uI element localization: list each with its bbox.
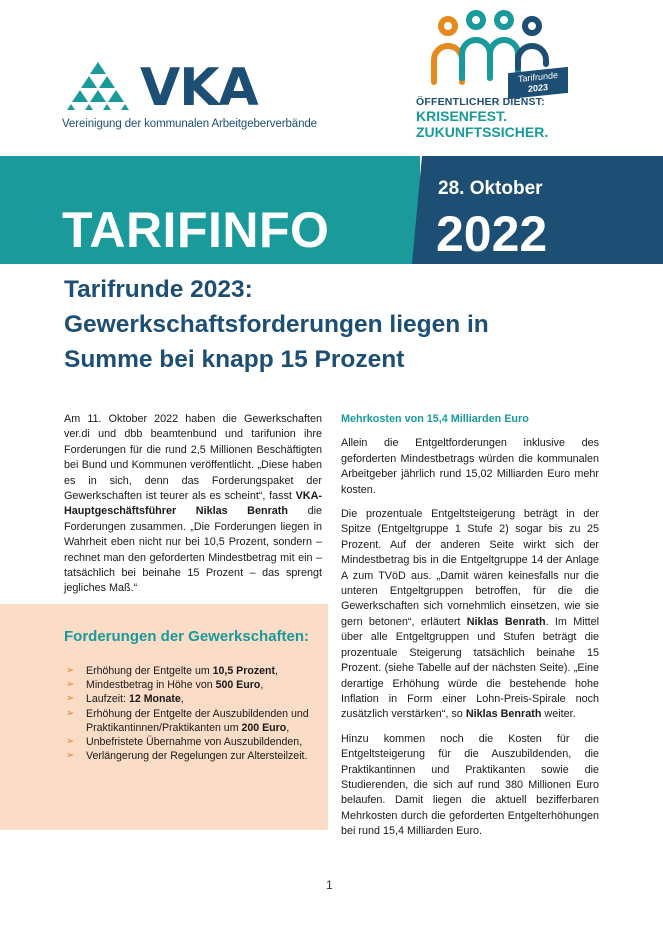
vka-subline: Vereinigung der kommunalen Arbeitgeberverbände xyxy=(62,118,317,130)
page-number: 1 xyxy=(326,878,333,892)
quote-author-name: Niklas Benrath xyxy=(466,615,546,628)
list-item: ➢ Mindestbetrag in Höhe von 500 Euro, xyxy=(66,679,264,692)
issue-date-year: 2022 xyxy=(436,206,548,262)
vka-logo xyxy=(62,58,317,140)
cost-paragraph-2: Die prozentuale Entgeltsteigerung beträgt in der Spitze (Entgeltgruppe 1 Stufe 2) sogar bis zu 25 Prozent. Auf der anderen Seite wirkt sich der Mindestbetrag bis in die Entgeltgruppe 14 der Anlage A zum TVöD aus. „Damit wären keinesfalls nur die unteren Entgeltgruppen betroffen, für die die Gewerkschaften sich vornehmlich einsetzen, wie sie gern betonen“, erläutert Niklas Benrath. Im Mittel über alle Entgeltgruppen und Stufen beträgt die prozentuale Steigerung tatsächlich beinahe 15 Prozent. (siehe Tabelle auf der nächsten Seite). „Eine derartige Erhöhung würde die bestehende hohe Inflation in Form einer Lohn-Preis-Spirale noch zusätzlich verstärken“, so Niklas Benrath weiter. xyxy=(341,508,599,721)
cost-heading: Mehrkosten von 15,4 Milliarden Euro xyxy=(341,413,529,425)
campaign-line-3: ZUKUNFTSSICHER. xyxy=(416,124,549,140)
campaign-logo xyxy=(400,8,580,148)
arrow-bullet-icon: ➢ xyxy=(66,707,75,719)
tarifrunde-badge xyxy=(508,67,568,99)
arrow-bullet-icon: ➢ xyxy=(66,693,75,705)
demands-title: Forderungen der Gewerkschaften: xyxy=(64,628,310,645)
intro-text-1: Am 11. Oktober 2022 haben die Gewerkschaften ver.di und dbb beamtenbund und tarifunion ihre Forderungen für die rund 2,5 Millionen Beschäftigten bei Bund und Kommunen veröffentlicht. „Diese haben es in sich, denn das Forderungspaket der Gewerkschaften ist teurer als es scheint“, fasst xyxy=(64,413,322,503)
arrow-bullet-icon: ➢ xyxy=(66,665,75,676)
issue-date-day: 28. Oktober xyxy=(438,178,543,199)
intro-text-2: die Forderungen zusammen. „Die Forderungen liegen in Wahrheit eben nicht nur bei 10,5 Prozent, sondern – rechnet man den geforderten Mindestbetrag mit ein – tatsächlich bei beinahe 15 Prozent – das sprengt jegliches Maß.“ xyxy=(64,505,322,595)
list-item: ➢ Erhöhung der Entgelte der Auszubildenden und Praktikantinnen/Praktikanten um 200 Euro, xyxy=(66,707,309,734)
right-column xyxy=(341,412,599,849)
list-item: ➢ Verlängerung der Regelungen zur Altersteilzeit. xyxy=(66,750,308,763)
intro-paragraph xyxy=(64,412,322,597)
vka-wordmark: VKA xyxy=(140,58,258,118)
cost-paragraph-3: Hinzu kommen noch die Kosten für die Entgeltsteigerung für die Auszubildenden, die Praktikantinnen und Praktikanten sowie die Studierenden, die sich auf rund 380 Millionen Euro belaufen. Damit liegen die aktuell bezifferbaren Mehrkosten durch die geforderten Entgelterhöhungen bei rund 15,4 Milliarden Euro. xyxy=(341,732,599,838)
tarifinfo-title: TARIFINFO xyxy=(62,202,330,258)
badge-label: Tarifrunde xyxy=(517,69,559,85)
article-headline: Tarifrunde 2023: Gewerkschaftsforderungen liegen in Summe bei knapp 15 Prozent xyxy=(64,276,489,373)
quote-author-name: Niklas Benrath xyxy=(465,708,542,721)
cost-paragraph-1: Allein die Entgeltforderungen inklusive des geforderten Mindestbetrags würden die kommunalen Arbeitgeber jährlich rund 15,02 Milliarden Euro mehr kosten. xyxy=(341,437,599,496)
demands-list xyxy=(64,664,314,763)
vka-triangle-icon xyxy=(62,60,134,110)
arrow-bullet-icon: ➢ xyxy=(66,679,75,691)
title-banner xyxy=(0,156,663,264)
demands-box xyxy=(0,604,328,830)
list-item: ➢ Laufzeit: 12 Monate, xyxy=(66,693,184,706)
intro-bold-name: VKA-Hauptgeschäftsführer Niklas Benrath xyxy=(64,490,322,518)
arrow-bullet-icon: ➢ xyxy=(66,736,75,748)
list-item: ➢ Unbefristete Übernahme von Auszubildenden, xyxy=(66,736,303,749)
list-item: ➢ Erhöhung der Entgelte um 10,5 Prozent, xyxy=(66,665,278,677)
campaign-line-2: KRISENFEST. xyxy=(416,108,508,124)
arrow-bullet-icon: ➢ xyxy=(66,750,75,762)
campaign-slogan xyxy=(416,96,548,140)
campaign-line-1: ÖFFENTLICHER DIENST: xyxy=(416,96,545,108)
badge-year: 2023 xyxy=(527,81,549,95)
